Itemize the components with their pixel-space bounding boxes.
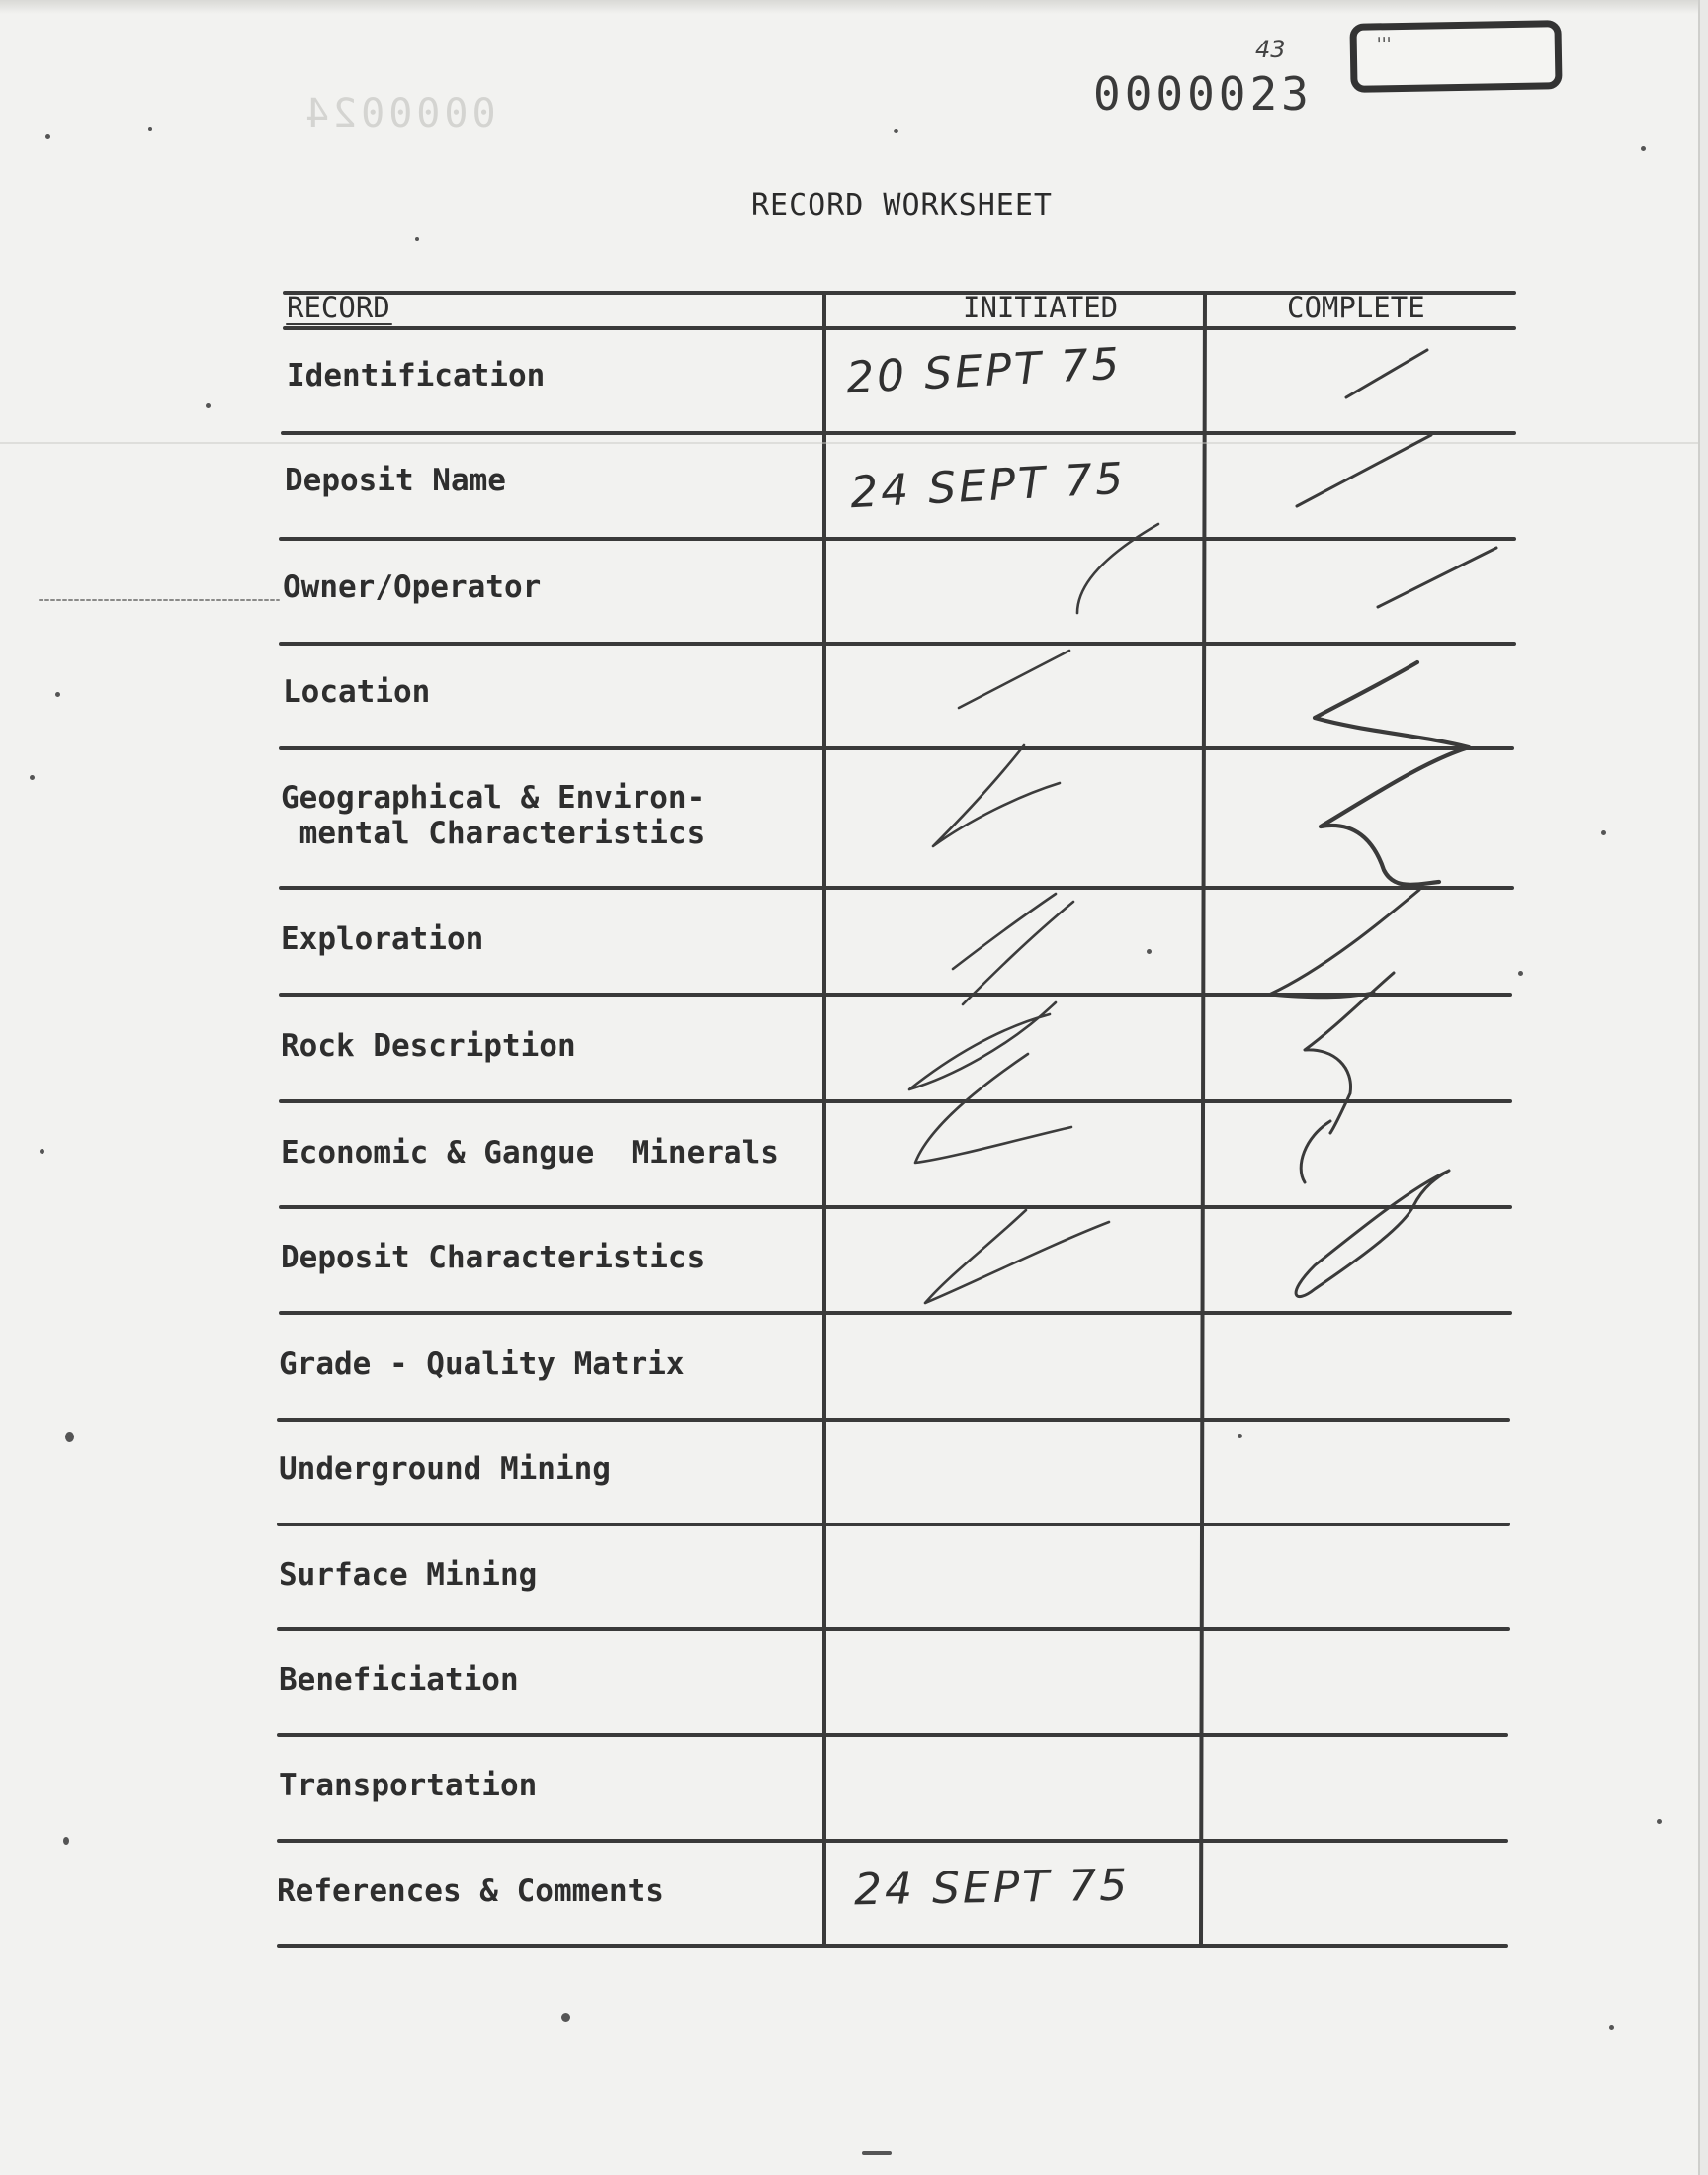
row-label-surface-mining: Surface Mining bbox=[279, 1557, 538, 1593]
check-mark-exploration-complete bbox=[1269, 890, 1419, 998]
check-mark-deposit-char-complete bbox=[1296, 1171, 1449, 1297]
row-label-economic-minerals: Economic & Gangue Minerals bbox=[281, 1135, 779, 1171]
scan-speck bbox=[561, 2013, 570, 2022]
row-label-rock-description: Rock Description bbox=[281, 1028, 576, 1064]
scan-speck bbox=[1609, 2025, 1614, 2030]
check-mark-identification-complete bbox=[1346, 350, 1427, 397]
check-mark-location-initiated bbox=[959, 651, 1069, 708]
column-header-record: RECORD bbox=[287, 291, 390, 324]
check-mark-location-geo-complete bbox=[1315, 662, 1469, 885]
scan-speck bbox=[1657, 1819, 1662, 1824]
row-label-deposit-characteristics: Deposit Characteristics bbox=[281, 1240, 706, 1275]
check-mark-owner-complete bbox=[1378, 548, 1496, 607]
row-label-identification: Identification bbox=[287, 358, 546, 393]
scan-speck bbox=[862, 2151, 892, 2155]
scan-speck bbox=[63, 1837, 69, 1845]
scan-speck bbox=[1518, 971, 1523, 976]
scan-speck bbox=[148, 127, 152, 130]
scan-speck bbox=[1147, 949, 1152, 954]
initiated-date-identification: 20 SEPT 75 bbox=[844, 338, 1124, 404]
row-label-transportation: Transportation bbox=[279, 1768, 538, 1803]
scan-speck bbox=[1641, 146, 1646, 151]
scan-speck bbox=[40, 1149, 44, 1154]
row-label-owner-operator: Owner/Operator bbox=[283, 569, 542, 605]
scan-speck bbox=[894, 129, 898, 133]
scan-speck bbox=[206, 403, 211, 408]
column-header-complete: COMPLETE bbox=[1287, 291, 1425, 324]
column-header-initiated: INITIATED bbox=[963, 291, 1119, 324]
check-mark-deposit-char-initiated bbox=[925, 1210, 1109, 1303]
check-mark-geographical-initiated bbox=[933, 745, 1060, 846]
scan-speck bbox=[1601, 830, 1606, 835]
page-title: RECORD WORKSHEET bbox=[751, 188, 1053, 222]
initiated-date-deposit-name: 24 SEPT 75 bbox=[848, 453, 1128, 519]
ghost-document-number: 0000024 bbox=[301, 91, 496, 136]
row-label-exploration: Exploration bbox=[281, 921, 484, 957]
initiated-check-marks bbox=[909, 524, 1158, 1303]
complete-check-marks bbox=[1269, 350, 1496, 1297]
check-mark-exploration-initiated bbox=[953, 894, 1073, 1004]
stamp-mark: ''' bbox=[1376, 34, 1392, 55]
scan-speck bbox=[415, 237, 419, 241]
row-label-geographical: Geographical & Environ- mental Characteristics bbox=[281, 780, 706, 851]
scan-speck bbox=[45, 134, 50, 139]
check-mark-deposit-name-complete bbox=[1297, 435, 1431, 506]
scan-speck bbox=[30, 775, 35, 780]
scan-speck bbox=[55, 692, 60, 697]
check-mark-economic-initiated bbox=[915, 1054, 1071, 1163]
check-mark-rock-initiated bbox=[909, 1002, 1056, 1089]
scan-speck bbox=[1238, 1434, 1242, 1438]
row-label-grade-quality: Grade - Quality Matrix bbox=[279, 1347, 685, 1382]
initiated-date-references: 24 SEPT 75 bbox=[853, 1860, 1131, 1916]
document-number: 0000023 bbox=[1093, 67, 1313, 121]
row-label-beneficiation: Beneficiation bbox=[279, 1662, 519, 1697]
check-mark-economic-complete bbox=[1301, 1121, 1330, 1182]
row-label-references: References & Comments bbox=[277, 1873, 664, 1909]
row-label-location: Location bbox=[283, 674, 431, 710]
page-number: 43 bbox=[1255, 36, 1286, 63]
row-label-deposit-name: Deposit Name bbox=[285, 463, 506, 498]
row-label-underground-mining: Underground Mining bbox=[279, 1451, 611, 1487]
scan-speck bbox=[65, 1432, 74, 1442]
